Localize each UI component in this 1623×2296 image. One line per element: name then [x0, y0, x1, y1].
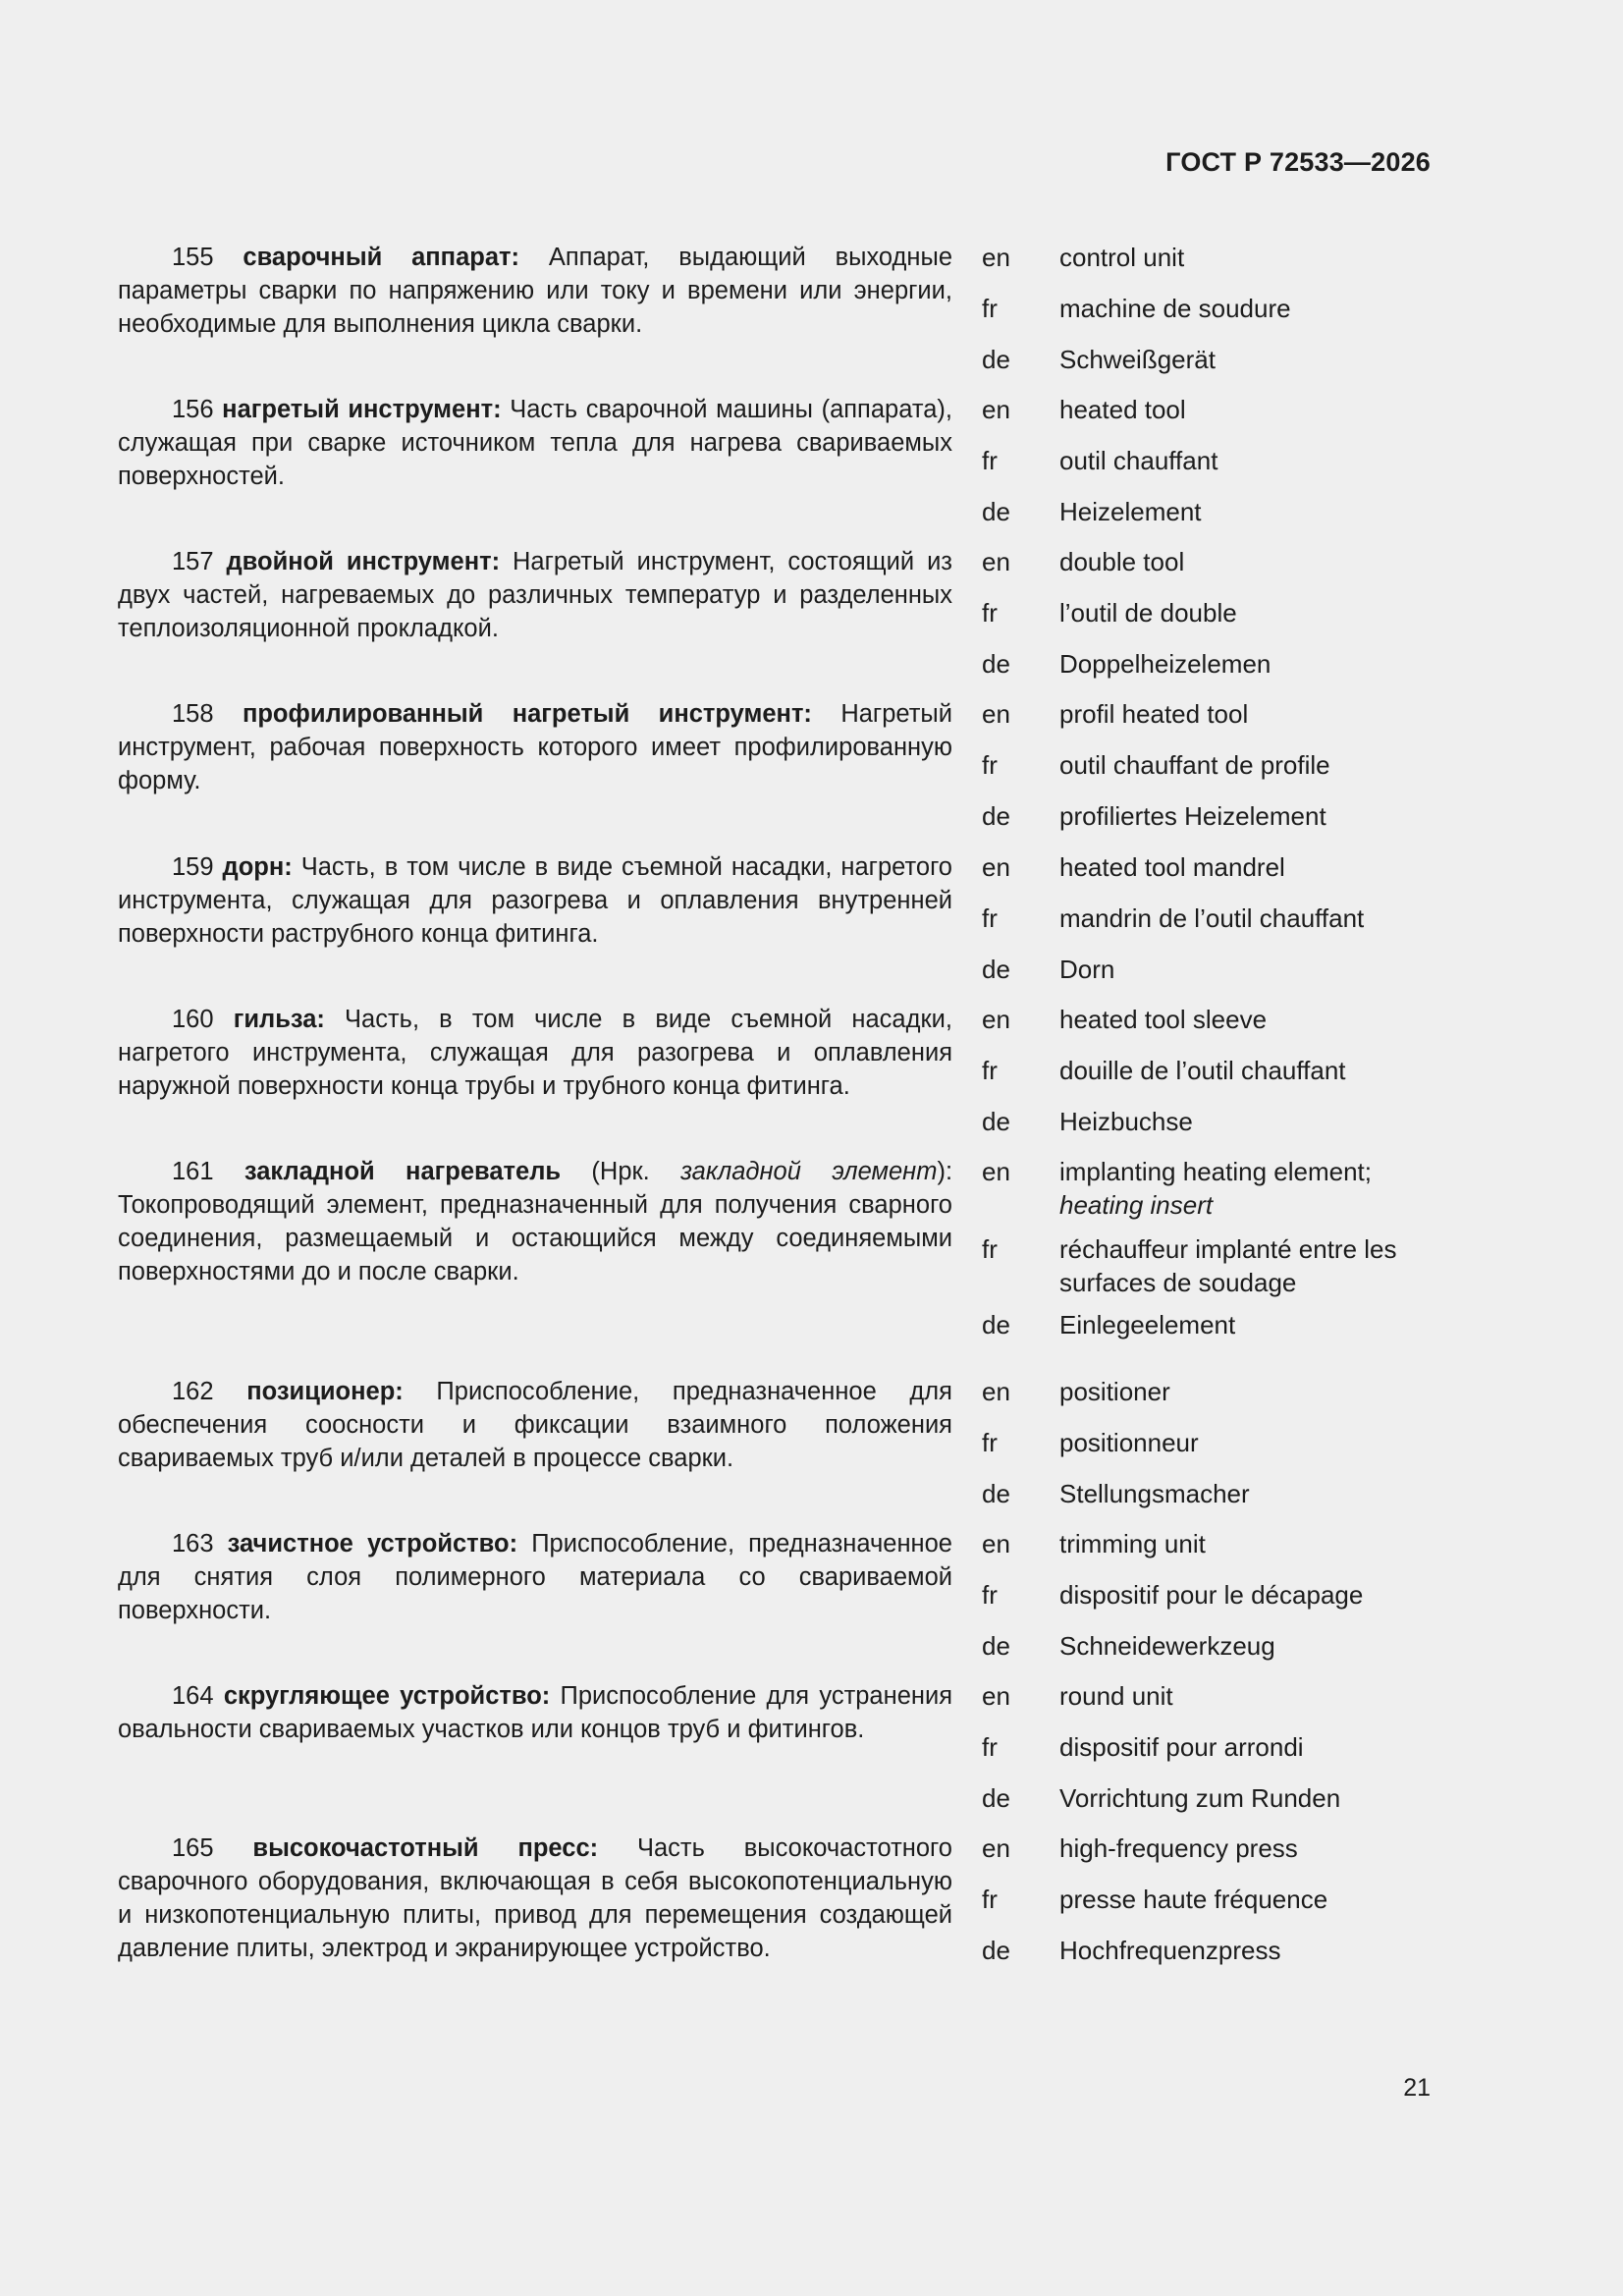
translation-de: [982, 1629, 1434, 1663]
term-definition-ru: [118, 850, 952, 951]
term-name: нагретый инструмент:: [222, 396, 502, 423]
term-name: дорн:: [222, 853, 293, 881]
translation-de: [982, 647, 1434, 681]
translated-term-text: l’outil de double: [1059, 598, 1237, 628]
translation-en: [982, 393, 1434, 426]
translated-term-text: Schweißgerät: [1059, 345, 1216, 374]
definition-text: Часть, в том числе в виде съемной насадки, нагретого инструмента, служащая для разогрева и оплавления внутренней поверхности раструбного конца фитинга.: [118, 853, 952, 948]
translated-term: [1059, 596, 1434, 629]
translated-term: [1059, 1232, 1434, 1299]
translated-term-text: réchauffeur implanté entre les surfaces de soudage: [1059, 1234, 1397, 1297]
translated-term-text: outil chauffant: [1059, 446, 1218, 475]
term-definition-ru: [118, 1679, 952, 1746]
translated-term: [1059, 1527, 1434, 1560]
translated-term-text: mandrin de l’outil chauffant: [1059, 903, 1365, 933]
translated-term: [1059, 495, 1434, 528]
translation-de: [982, 1308, 1434, 1341]
translated-term: [1059, 1308, 1434, 1341]
translated-term: [1059, 292, 1434, 325]
translation-en: [982, 241, 1434, 274]
language-code: de: [982, 497, 1010, 526]
translation-fr: [982, 444, 1434, 477]
translated-term-text: Dorn: [1059, 955, 1115, 984]
term-number: 155: [172, 244, 214, 271]
term-name: сварочный аппарат:: [243, 244, 520, 271]
language-code: en: [982, 1005, 1010, 1034]
term-number: 165: [172, 1834, 214, 1862]
translated-term: [1059, 1477, 1434, 1510]
term-name: закладной нагреватель: [243, 1158, 562, 1185]
translation-de: [982, 1105, 1434, 1138]
translation-fr: [982, 902, 1434, 935]
definition-text: Часть высокочастотного сварочного оборудования, включающая в себя высокопотенциальную и низкопотенциальную плиты, привод для перемещения создающей давление плиты, электрод и экранирующее устройство.: [118, 1834, 952, 1962]
translated-term-text: control unit: [1059, 243, 1185, 272]
term-note-suffix: ):: [937, 1158, 953, 1185]
language-code: de: [982, 1479, 1010, 1508]
term-definition-ru: [118, 1155, 952, 1288]
definition-text: Нагретый инструмент, состоящий из двух частей, нагреваемых до различных температур и разделенных теплоизоляционной прокладкой.: [118, 548, 952, 642]
translation-de: [982, 1934, 1434, 1967]
translated-term: [1059, 1934, 1434, 1967]
translated-term: [1059, 1578, 1434, 1612]
language-code: en: [982, 395, 1010, 424]
language-code: en: [982, 1681, 1010, 1711]
translation-de: [982, 495, 1434, 528]
language-code: en: [982, 243, 1010, 272]
language-code: de: [982, 1107, 1010, 1136]
term-name: зачистное устройство:: [227, 1530, 518, 1558]
language-code: fr: [982, 294, 998, 323]
translated-term-text: profiliertes Heizelement: [1059, 801, 1326, 831]
translated-term: [1059, 1375, 1434, 1408]
language-code: de: [982, 1310, 1010, 1339]
term-definition-ru: [118, 1527, 952, 1627]
translated-term: [1059, 444, 1434, 477]
translated-term: [1059, 1781, 1434, 1815]
translation-fr: [982, 292, 1434, 325]
language-code: en: [982, 1157, 1010, 1186]
language-code: en: [982, 1377, 1010, 1406]
translated-term: [1059, 850, 1434, 884]
definition-text: Часть, в том числе в виде съемной насадки, нагретого инструмента, служащая для разогрева и оплавления наружной поверхности конца трубы и трубного конца фитинга.: [118, 1006, 952, 1100]
translated-term-text: heated tool: [1059, 395, 1186, 424]
translated-term: [1059, 748, 1434, 782]
term-deprecated-synonym: закладной элемент: [680, 1158, 938, 1185]
translated-term-text: Schneidewerkzeug: [1059, 1631, 1275, 1661]
term-name: профилированный нагретый инструмент:: [242, 700, 812, 728]
translated-term-text: heated tool mandrel: [1059, 852, 1285, 882]
language-code: fr: [982, 1732, 998, 1762]
translated-term: [1059, 953, 1434, 986]
term-definition-ru: [118, 1831, 952, 1965]
term-definition-ru: [118, 393, 952, 493]
term-number: 162: [172, 1378, 214, 1405]
translated-term-text: presse haute fréquence: [1059, 1885, 1328, 1914]
language-code: fr: [982, 903, 998, 933]
definition-text: Токопроводящий элемент, предназначенный для получения сварного соединения, размещаемый и остающийся между соединяемыми поверхностями до и после сварки.: [118, 1191, 952, 1285]
translated-term-text: Einlegeelement: [1059, 1310, 1236, 1339]
translation-de: [982, 1781, 1434, 1815]
translated-term: [1059, 1831, 1434, 1865]
translated-term-text: profil heated tool: [1059, 699, 1249, 729]
language-code: de: [982, 649, 1010, 679]
translated-term: [1059, 1730, 1434, 1764]
translated-term-text: outil chauffant de profile: [1059, 750, 1330, 780]
translated-term: [1059, 647, 1434, 681]
term-name: высокочастотный пресс:: [252, 1834, 599, 1862]
translated-term: [1059, 393, 1434, 426]
language-code: en: [982, 1833, 1010, 1863]
term-number: 157: [172, 548, 214, 575]
translation-fr: [982, 1054, 1434, 1087]
translated-term-text: positionneur: [1059, 1428, 1199, 1457]
translation-de: [982, 343, 1434, 376]
translated-term-text: machine de soudure: [1059, 294, 1291, 323]
language-code: de: [982, 1631, 1010, 1661]
term-definition-ru: [118, 1003, 952, 1103]
translation-fr: [982, 1426, 1434, 1459]
translation-fr: [982, 1883, 1434, 1916]
translated-term: [1059, 241, 1434, 274]
language-code: fr: [982, 1056, 998, 1085]
language-code: de: [982, 1783, 1010, 1813]
translated-term-text: Vorrichtung zum Runden: [1059, 1783, 1341, 1813]
translation-en: [982, 1831, 1434, 1865]
language-code: de: [982, 955, 1010, 984]
definition-text: Аппарат, выдающий выходные параметры сварки по напряжению или току и времени или энергии, необходимые для выполнения цикла сварки.: [118, 244, 953, 338]
translated-term-text: trimming unit: [1059, 1529, 1206, 1558]
translated-term-text: dispositif pour le décapage: [1059, 1580, 1364, 1610]
translated-term-text: round unit: [1059, 1681, 1173, 1711]
translation-de: [982, 1477, 1434, 1510]
translation-en: [982, 1679, 1434, 1713]
term-number: 163: [172, 1530, 214, 1558]
term-definition-ru: [118, 241, 952, 341]
page-number: 21: [1403, 2074, 1431, 2102]
translated-term-text: Doppelheizelemen: [1059, 649, 1271, 679]
definition-text: Часть сварочной машины (аппарата), служащая при сварке источником тепла для нагрева свариваемых поверхностей.: [118, 396, 953, 490]
translated-term: [1059, 902, 1434, 935]
translation-en: [982, 1527, 1434, 1560]
translated-term-text: high-frequency press: [1059, 1833, 1298, 1863]
translated-term: [1059, 1105, 1434, 1138]
language-code: fr: [982, 1885, 998, 1914]
term-number: 156: [172, 396, 214, 423]
language-code: fr: [982, 1428, 998, 1457]
translated-term-text: double tool: [1059, 547, 1185, 576]
translation-en: [982, 1155, 1434, 1222]
translation-de: [982, 953, 1434, 986]
translation-fr: [982, 1232, 1434, 1299]
translation-en: [982, 697, 1434, 731]
translated-term: [1059, 1003, 1434, 1036]
translation-de: [982, 799, 1434, 833]
translated-term: [1059, 1629, 1434, 1663]
definition-text: Приспособление, предназначенное для снятия слоя полимерного материала со свариваемой поверхности.: [118, 1530, 952, 1624]
translation-fr: [982, 748, 1434, 782]
translated-term-text: implanting heating element;: [1059, 1157, 1372, 1186]
translated-term: [1059, 1155, 1434, 1222]
translated-term-text: Hochfrequenzpress: [1059, 1936, 1281, 1965]
translated-term: [1059, 1679, 1434, 1713]
term-name: гильза:: [233, 1006, 325, 1033]
term-definition-ru: [118, 697, 952, 797]
term-note-prefix: (Нрк.: [561, 1158, 681, 1185]
language-code: en: [982, 547, 1010, 576]
translation-fr: [982, 596, 1434, 629]
translated-term-text: dispositif pour arrondi: [1059, 1732, 1304, 1762]
translated-term: [1059, 697, 1434, 731]
translated-term-text: douille de l’outil chauffant: [1059, 1056, 1346, 1085]
definition-text: Приспособление, предназначенное для обеспечения соосности и фиксации взаимного положения свариваемых труб и/или деталей в процессе сварки.: [118, 1378, 952, 1472]
language-code: en: [982, 699, 1010, 729]
term-name: позиционер:: [246, 1378, 404, 1405]
translated-term: [1059, 1426, 1434, 1459]
translation-fr: [982, 1578, 1434, 1612]
translation-en: [982, 1003, 1434, 1036]
language-code: en: [982, 1529, 1010, 1558]
definition-text: Приспособление для устранения овальности свариваемых участков или концов труб и фитингов.: [118, 1682, 953, 1743]
translated-term-text: Heizelement: [1059, 497, 1202, 526]
language-code: fr: [982, 1234, 998, 1264]
translated-term: [1059, 545, 1434, 578]
translation-en: [982, 850, 1434, 884]
translation-fr: [982, 1730, 1434, 1764]
language-code: de: [982, 345, 1010, 374]
standard-number: ГОСТ Р 72533—2026: [1165, 147, 1431, 177]
term-number: 164: [172, 1682, 214, 1710]
translated-term-text: Heizbuchse: [1059, 1107, 1193, 1136]
term-number: 160: [172, 1006, 214, 1033]
term-definition-ru: [118, 1375, 952, 1475]
translated-term-text: positioner: [1059, 1377, 1170, 1406]
term-name: двойной инструмент:: [226, 548, 501, 575]
translated-term: [1059, 343, 1434, 376]
term-number: 159: [172, 853, 214, 881]
language-code: de: [982, 801, 1010, 831]
translated-term: [1059, 1883, 1434, 1916]
translated-term-synonym: heating insert: [1059, 1190, 1214, 1220]
term-name: скругляющее устройство:: [223, 1682, 551, 1710]
language-code: fr: [982, 1580, 998, 1610]
translated-term: [1059, 799, 1434, 833]
definition-text: Нагретый инструмент, рабочая поверхность которого имеет профилированную форму.: [118, 700, 952, 794]
language-code: fr: [982, 598, 998, 628]
translated-term: [1059, 1054, 1434, 1087]
translation-en: [982, 545, 1434, 578]
translated-term-text: heated tool sleeve: [1059, 1005, 1268, 1034]
language-code: fr: [982, 446, 998, 475]
translated-term-text: Stellungsmacher: [1059, 1479, 1250, 1508]
language-code: fr: [982, 750, 998, 780]
term-number: 158: [172, 700, 214, 728]
language-code: de: [982, 1936, 1010, 1965]
translation-en: [982, 1375, 1434, 1408]
language-code: en: [982, 852, 1010, 882]
term-definition-ru: [118, 545, 952, 645]
term-number: 161: [172, 1158, 214, 1185]
